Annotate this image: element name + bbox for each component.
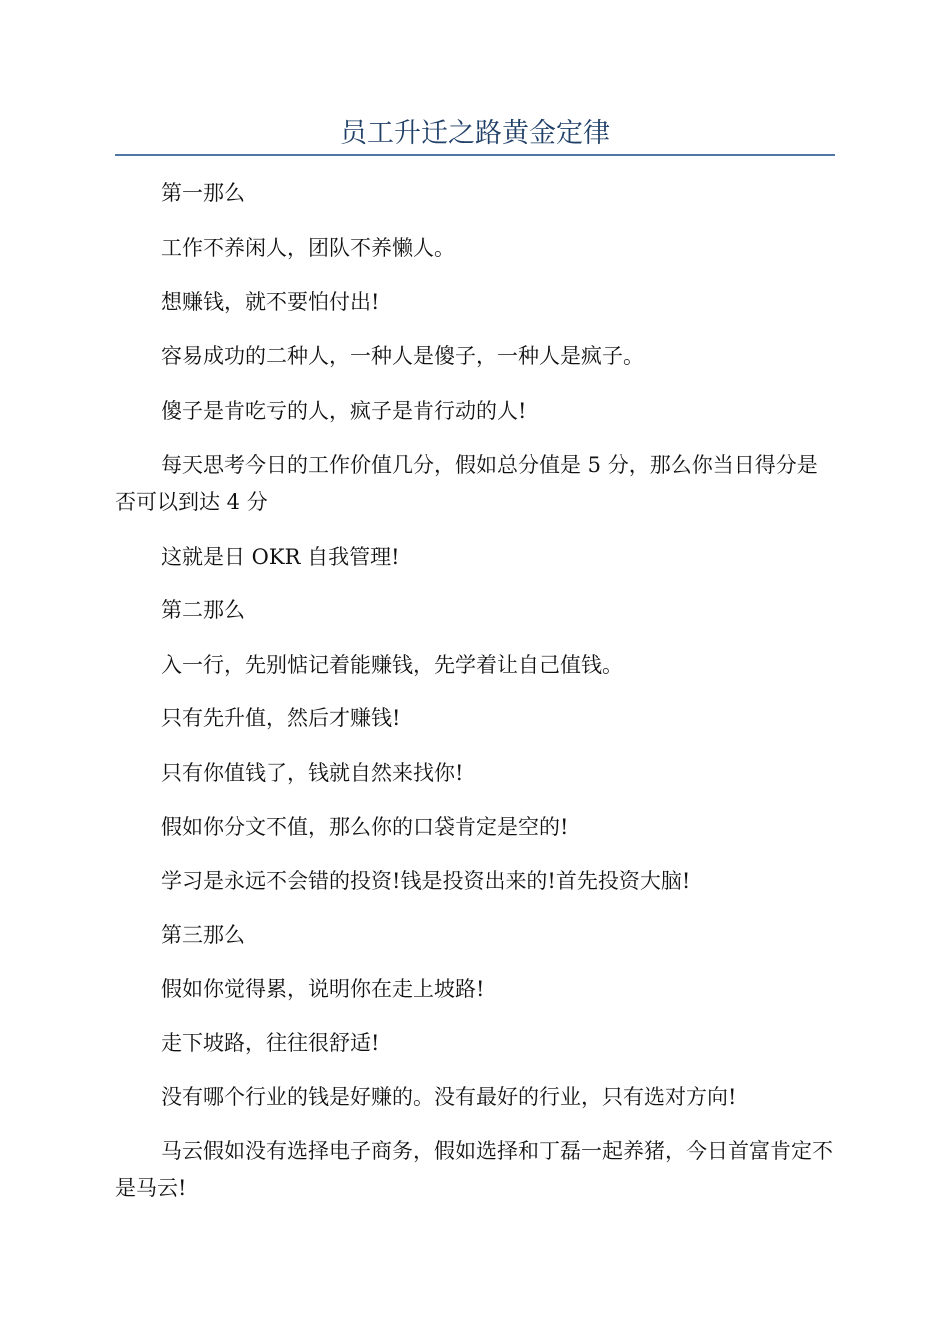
paragraph: 每天思考今日的工作价值几分，假如总分值是 5 分，那么你当日得分是否可以到达 4 分: [115, 453, 818, 514]
paragraph: 只有先升值，然后才赚钱!: [161, 706, 401, 730]
paragraph: 假如你分文不值，那么你的口袋肯定是空的!: [161, 815, 569, 839]
paragraph: 容易成功的二种人，一种人是傻子，一种人是疯子。: [161, 344, 644, 368]
paragraph: 第二那么: [161, 598, 245, 622]
paragraph: 入一行，先别惦记着能赚钱，先学着让自己值钱。: [161, 653, 623, 677]
paragraph: 只有你值钱了，钱就自然来找你!: [161, 761, 464, 785]
paragraph: 傻子是肯吃亏的人，疯子是肯行动的人!: [161, 399, 527, 423]
paragraph: 想赚钱，就不要怕付出!: [161, 290, 380, 314]
paragraph: 工作不养闲人，团队不养懒人。: [161, 236, 455, 260]
paragraph: 走下坡路，往往很舒适!: [161, 1031, 380, 1055]
paragraph: 这就是日 OKR 自我管理!: [161, 545, 400, 569]
paragraph: 没有哪个行业的钱是好赚的。没有最好的行业，只有选对方向!: [161, 1085, 737, 1109]
paragraph: 第一那么: [161, 181, 245, 205]
paragraph: 马云假如没有选择电子商务，假如选择和丁磊一起养猪，今日首富肯定不是马云!: [115, 1139, 833, 1200]
document-title: 员工升迁之路黄金定律: [340, 118, 610, 149]
paragraph: 第三那么: [161, 923, 245, 947]
title-underline: [115, 154, 835, 156]
paragraph: 学习是永远不会错的投资!钱是投资出来的!首先投资大脑!: [161, 869, 691, 893]
paragraph: 假如你觉得累，说明你在走上坡路!: [161, 977, 485, 1001]
